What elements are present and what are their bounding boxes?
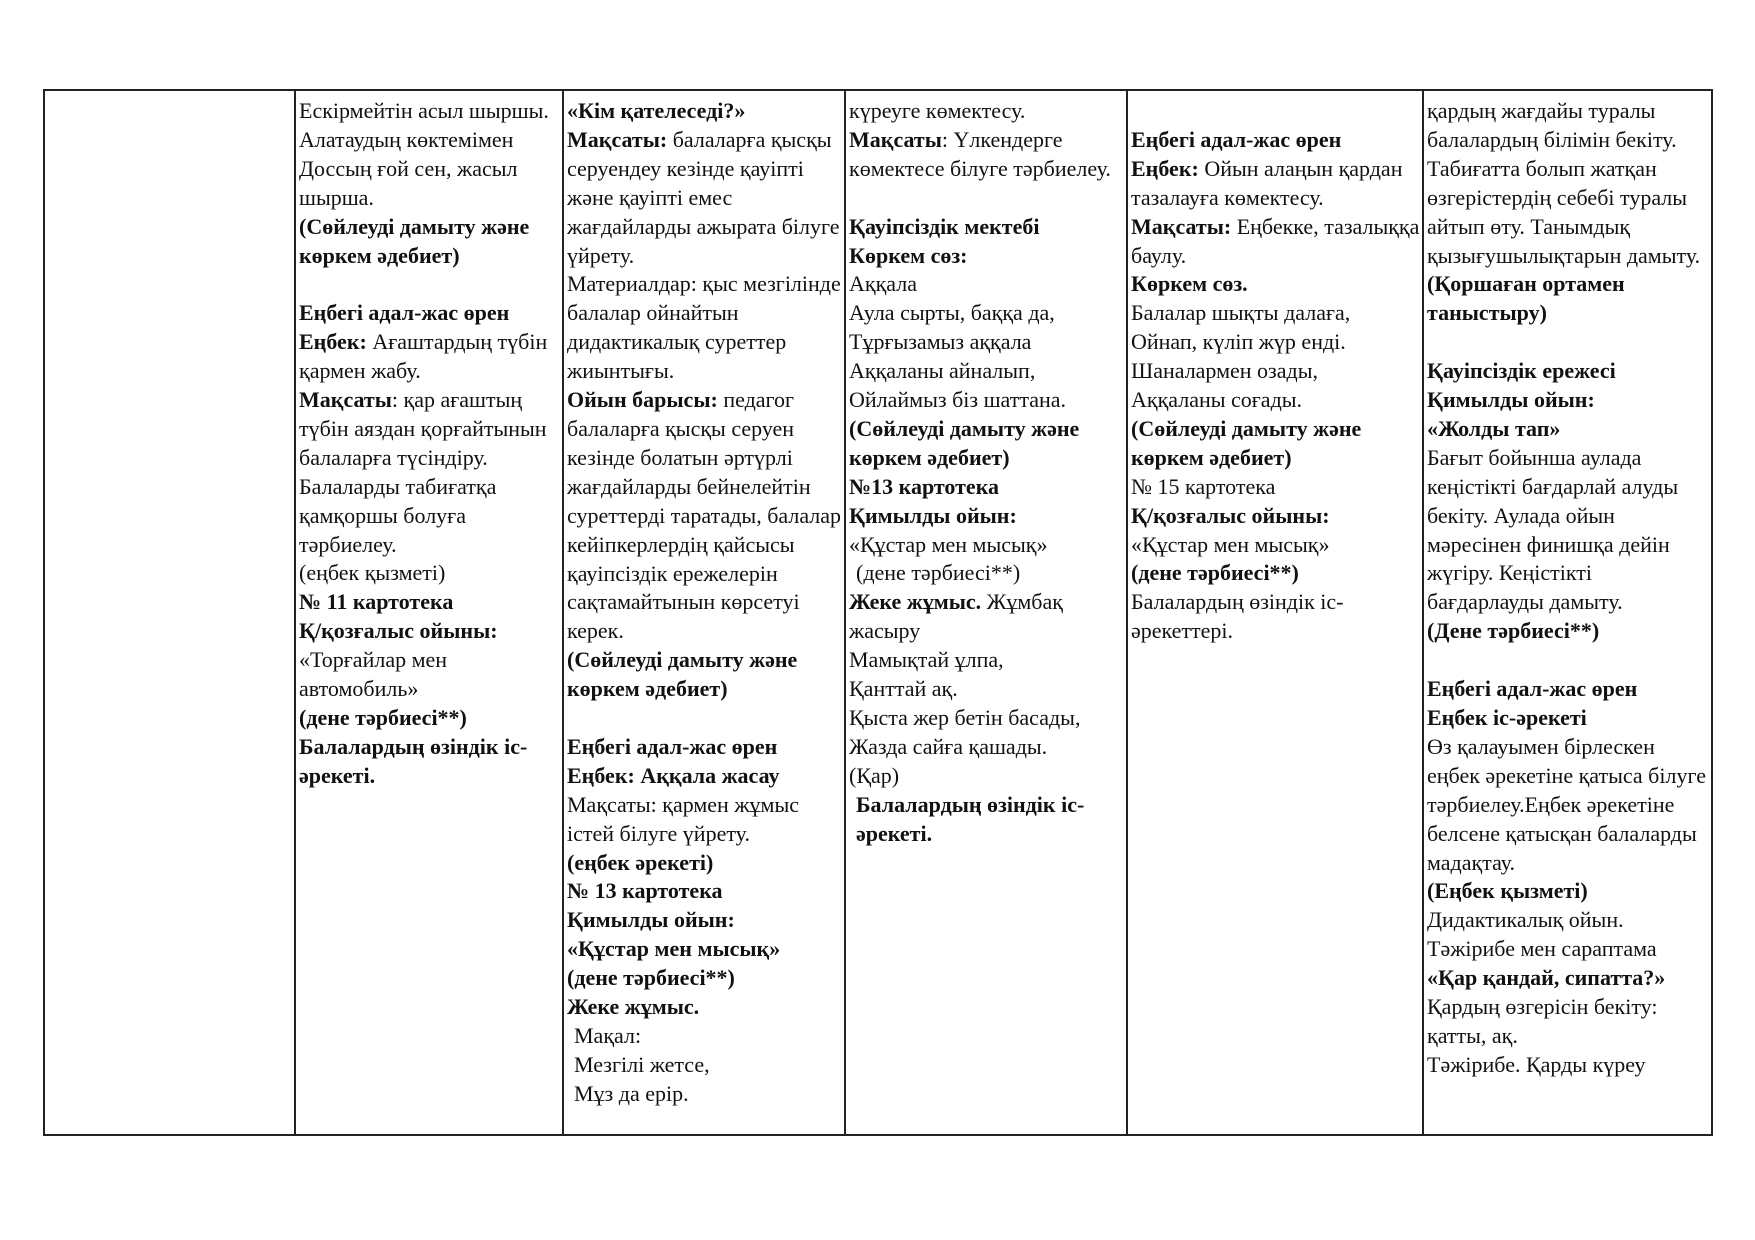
text-run: (дене тәрбиесі**) [856,560,1021,586]
bold-text: Еңбек: Аққала жасау [567,762,780,788]
bold-text: Қауіпсіздік мектебі [849,213,1040,239]
cell-paragraph [567,270,842,386]
cell-paragraph [1131,328,1420,357]
cell-paragraph [567,386,842,646]
text-run: Мамықтай ұлпа, [849,647,1004,673]
paragraph-spacer [299,270,560,299]
cell-paragraph [299,588,560,617]
cell-paragraph [299,617,560,646]
bold-text: Қ/қозғалыс ойыны: [299,618,498,644]
cell-paragraph [849,704,1124,733]
bold-text: Ойын барысы: [567,387,718,413]
text-run: Қыста жер бетін басады, [849,705,1081,731]
text-run: Қанттай ақ. [849,676,958,702]
cell-paragraph [849,328,1124,357]
bold-text: Көркем сөз: [849,242,968,268]
text-run: Тәжірибе. Қарды күреу [1427,1051,1646,1077]
cell-paragraph [1131,299,1420,328]
cell-paragraph [849,531,1124,560]
text-run: Шаналармен озады, [1131,358,1318,384]
text-run: Аула сырты, баққа да, [849,300,1055,326]
text-run: Бағыт бойынша аулада кеңістікті бағдарлай алуды бекіту. Аулада ойын мәресінен финишқа дейін жүгіру. Кеңістікті бағдарлауды дамыту. [1427,444,1679,615]
text-run: Еңбекке, тазалыққа баулу. [1131,213,1420,268]
table-cell-column-2 [295,90,563,1135]
cell-paragraph [1131,270,1420,299]
cell-paragraph [1427,993,1709,1051]
cell-paragraph [567,849,842,878]
cell-paragraph [1131,531,1420,560]
cell-paragraph [1131,213,1420,271]
bold-text: Мақсаты: [1131,213,1232,239]
cell-paragraph [1131,126,1420,155]
bold-text: Еңбек: [299,329,367,355]
table-cell-column-5 [1127,90,1423,1135]
bold-text: Жеке жұмыс. [567,994,700,1020]
cell-paragraph [849,675,1124,704]
text-run: (Қар) [849,762,900,788]
bold-text: Қимылды ойын: [849,502,1017,528]
text-run: Аққаланы соғады. [1131,387,1303,413]
bold-text: (еңбек әрекеті) [567,849,714,875]
text-run: Балалардың өзіндік іс-әрекеттері. [1131,589,1344,644]
cell-paragraph [1131,559,1420,588]
bold-text: Еңбегі адал-жас өрен [567,733,778,759]
cell-paragraph [849,502,1124,531]
cell-paragraph [299,386,560,559]
text-run: күреуге көмектесу. [849,98,1026,123]
bold-text: (Дене тәрбиесі**) [1427,618,1600,644]
cell-paragraph [299,559,560,588]
text-run: Қардың өзгерісін бекіту: қатты, ақ. [1427,994,1658,1048]
cell-paragraph [849,762,1124,791]
text-run: Тұрғызамыз аққала [849,329,1032,355]
cell-paragraph [1427,444,1709,617]
table-cell-column-4 [845,90,1127,1135]
bold-text: «Жолды тап» [1427,415,1561,441]
bold-text: (Қоршаған ортамен таныстыру) [1427,271,1625,326]
table-cell-empty [44,90,295,1135]
bold-text: «Құстар мен мысық» [567,936,781,962]
cell-paragraph [567,964,842,993]
cell-paragraph [299,646,560,704]
bold-text: (Сөйлеуді дамыту және көркем әдебиет) [567,647,798,702]
cell-paragraph [1131,588,1420,646]
bold-text: «Кім қателеседі?» [567,98,746,123]
cell-paragraph [299,299,560,328]
text-run: «Торғайлар мен автомобиль» [299,647,448,702]
cell-paragraph [849,473,1124,502]
text-run: педагог балаларға қысқы серуен кезінде болатын әртүрлі жағдайларды бейнелейтін суреттерді таратады, балалар кейіпкерлердің қайсысы қауіпсіздік ережелерін сақтамайтынын көрсетуі керек. [567,387,842,644]
cell-paragraph [567,646,842,704]
bold-text: № 11 картотека [299,589,454,615]
lesson-plan-table [43,89,1713,1136]
bold-text: Еңбегі адал-жас өрен [1131,126,1342,152]
text-run: Ойнап, күліп жүр енді. [1131,329,1346,355]
cell-paragraph [299,328,560,386]
cell-paragraph [1427,357,1709,386]
text-run: Аққаланы айналып, [849,358,1036,384]
bold-text: (Еңбек қызметі) [1427,878,1588,904]
table-row [44,90,1712,1135]
cell-paragraph [567,935,842,964]
cell-paragraph [1427,935,1709,964]
bold-text: Қ/қозғалыс ойыны: [1131,502,1330,528]
cell-paragraph [1427,1051,1709,1080]
bold-text: «Қар қандай, сипатта?» [1427,965,1666,991]
text-run: : Үлкендерге көмектесе білуге тәрбиелеу. [849,126,1111,181]
text-run: Мұз да ерір. [574,1080,689,1106]
cell-paragraph [1427,415,1709,444]
text-run: «Құстар мен мысық» [1131,531,1330,557]
bold-text: (дене тәрбиесі**) [299,705,467,731]
text-run: Ойлаймыз біз шаттана. [849,387,1067,413]
table-cell-column-3 [563,90,845,1135]
bold-text: Еңбегі адал-жас өрен [299,300,510,326]
bold-text: Қимылды ойын: [567,907,735,933]
text-run: Аққала [849,271,917,297]
cell-paragraph [849,213,1124,242]
cell-paragraph [567,762,842,791]
cell-paragraph [1131,357,1420,386]
bold-text: Еңбек: [1131,155,1199,181]
text-run: Жұмбақ жасыру [849,589,1063,644]
bold-text: Балалардың өзіндік іс-әрекеті. [856,791,1085,846]
cell-paragraph [849,126,1124,184]
cell-paragraph [849,646,1124,675]
paragraph-spacer [567,704,842,733]
cell-paragraph [299,704,560,733]
cell-paragraph [567,791,842,849]
cell-paragraph [1131,473,1420,502]
cell-paragraph [849,357,1124,386]
cell-paragraph [1427,617,1709,646]
cell-paragraph [567,1022,842,1051]
bold-text: Қимылды ойын: [1427,387,1595,413]
cell-paragraph [567,877,842,906]
text-run: Ағаштардың түбін қармен жабу. [299,329,548,384]
cell-paragraph [567,97,842,126]
bold-text: Жеке жұмыс. [849,589,982,615]
text-run: Өз қалауымен бірлескен еңбек әрекетіне қатыса білуге тәрбиелеу.Еңбек әрекетіне белсене қатысқан балаларды мадақтау. [1427,733,1706,875]
text-run: қардың жағдайы туралы балалардың білімін бекіту. Табиғатта болып жатқан өзгерістердің себебі туралы айтып өту. Танымдық қызығушылықтарын дамыту. [1427,98,1701,268]
bold-text: Еңбек іс-әрекеті [1427,705,1587,730]
text-run: Мақал: [574,1022,642,1048]
cell-paragraph [849,299,1124,328]
cell-paragraph [849,242,1124,271]
cell-paragraph [1427,386,1709,415]
cell-paragraph [567,733,842,762]
bold-text: Мақсаты: [567,126,668,152]
cell-paragraph [567,993,842,1022]
cell-paragraph [849,270,1124,299]
text-run: Балалар шықты далаға, [1131,300,1351,326]
cell-paragraph [1131,502,1420,531]
cell-paragraph [849,97,1124,126]
text-run: Дидактикалық ойын. [1427,907,1624,933]
bold-text: Қауіпсіздік ережесі [1427,358,1616,384]
bold-text: (Сөйлеуді дамыту және көркем әдебиет) [1131,415,1362,470]
cell-paragraph [849,559,1124,588]
bold-text: (дене тәрбиесі**) [567,965,735,991]
text-run: Тәжірибе мен сараптама [1427,936,1657,962]
table-cell-column-6 [1423,90,1712,1135]
cell-paragraph [1427,877,1709,906]
cell-paragraph [567,1080,842,1109]
paragraph-spacer [1131,97,1420,126]
cell-paragraph [849,386,1124,415]
bold-text: (Сөйлеуді дамыту және көркем әдебиет) [849,415,1080,470]
cell-paragraph [299,126,560,213]
cell-paragraph [849,415,1124,473]
cell-paragraph [1427,675,1709,704]
text-run: Мезгілі жетсе, [574,1051,710,1077]
paragraph-spacer [849,184,1124,213]
text-run: Мақсаты: қармен жұмыс істей білуге үйрету. [567,791,799,846]
cell-paragraph [849,733,1124,762]
cell-paragraph [299,733,560,791]
bold-text: Мақсаты [849,126,942,152]
cell-paragraph [1427,733,1709,878]
cell-paragraph [1427,97,1709,328]
bold-text: №13 картотека [849,473,1000,499]
text-run: Ескірмейтін асыл шыршы. [299,98,549,123]
bold-text: Көркем сөз. [1131,271,1248,297]
text-run: Материалдар: қыс мезгілінде балалар ойнайтын дидактикалық суреттер жиынтығы. [567,271,841,384]
cell-paragraph [1427,964,1709,993]
cell-paragraph [1131,415,1420,473]
text-run: (еңбек қызметі) [299,560,446,586]
cell-paragraph [567,1051,842,1080]
bold-text: (Сөйлеуді дамыту және көркем әдебиет) [299,213,530,268]
text-run: Алатаудың көктемімен Доссың ғой сен, жасыл шырша. [299,126,518,210]
cell-paragraph [1131,386,1420,415]
text-run: «Құстар мен мысық» [849,531,1048,557]
cell-paragraph [1427,906,1709,935]
text-run: Ойын алаңын қардан тазалауға көмектесу. [1131,155,1403,210]
cell-paragraph [299,97,560,126]
paragraph-spacer [1427,646,1709,675]
bold-text: Балалардың өзіндік іс-әрекеті. [299,733,528,788]
text-run: № 15 картотека [1131,473,1276,499]
bold-text: Мақсаты [299,387,392,413]
text-run: Жазда сайға қашады. [849,733,1048,759]
cell-paragraph [299,213,560,271]
bold-text: (дене тәрбиесі**) [1131,560,1299,586]
cell-paragraph [1131,155,1420,213]
cell-paragraph [849,791,1124,849]
cell-paragraph [849,588,1124,646]
paragraph-spacer [1427,328,1709,357]
bold-text: Еңбегі адал-жас өрен [1427,676,1638,702]
text-run: : қар ағаштың түбін аяздан қорғайтынын балаларға түсіндіру. Балаларды табиғатқа қамқоршы болуға тәрбиелеу. [299,387,547,557]
cell-paragraph [1427,704,1709,733]
text-run: балаларға қысқы серуендеу кезінде қауіпті және қауіпті емес жағдайларды ажырата білуге үйрету. [567,126,840,268]
cell-paragraph [567,906,842,935]
bold-text: № 13 картотека [567,878,723,904]
cell-paragraph [567,126,842,271]
